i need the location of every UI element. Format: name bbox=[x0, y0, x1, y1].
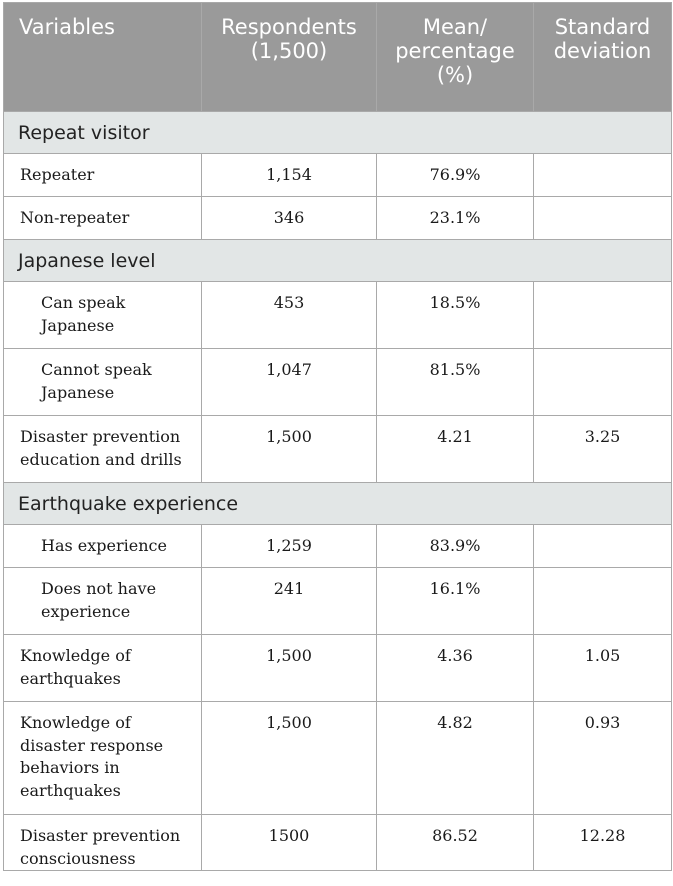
section-row bbox=[4, 112, 672, 154]
mean-value: 76.9% bbox=[377, 154, 534, 197]
respondents-value: 1,500 bbox=[202, 416, 377, 483]
section-japanese-level: Japanese level bbox=[4, 240, 672, 282]
sd-value bbox=[534, 349, 672, 416]
mean-value: 83.9% bbox=[377, 525, 534, 568]
respondents-value: 453 bbox=[202, 282, 377, 349]
row-label: Has experience bbox=[4, 525, 202, 568]
table-row bbox=[4, 154, 672, 197]
section-earthquake-experience: Earthquake experience bbox=[4, 483, 672, 525]
section-repeat-visitor: Repeat visitor bbox=[4, 112, 672, 154]
mean-value: 23.1% bbox=[377, 197, 534, 240]
header-variables: Variables bbox=[4, 3, 202, 112]
table-row bbox=[4, 197, 672, 240]
table-row bbox=[4, 635, 672, 702]
row-label: Can speak Japanese bbox=[4, 282, 202, 349]
row-label: Disaster prevention consciousness bbox=[4, 815, 202, 871]
sd-value: 12.28 bbox=[534, 815, 672, 871]
section-row bbox=[4, 483, 672, 525]
respondents-value: 1,500 bbox=[202, 702, 377, 815]
row-label: Knowledge of earthquakes bbox=[4, 635, 202, 702]
respondents-value: 1,259 bbox=[202, 525, 377, 568]
statistics-table bbox=[3, 2, 672, 871]
sd-value bbox=[534, 525, 672, 568]
mean-value: 4.36 bbox=[377, 635, 534, 702]
table-row bbox=[4, 815, 672, 871]
sd-value bbox=[534, 282, 672, 349]
row-label: Cannot speak Japanese bbox=[4, 349, 202, 416]
row-label: Knowledge of disaster response behaviors in earthquakes bbox=[4, 702, 202, 815]
mean-value: 16.1% bbox=[377, 568, 534, 635]
header-mean-percentage: Mean/ percentage (%) bbox=[377, 3, 534, 112]
respondents-value: 1,500 bbox=[202, 635, 377, 702]
sd-value: 1.05 bbox=[534, 635, 672, 702]
mean-value: 18.5% bbox=[377, 282, 534, 349]
respondents-value: 1,047 bbox=[202, 349, 377, 416]
sd-value bbox=[534, 568, 672, 635]
header-respondents: Respondents (1,500) bbox=[202, 3, 377, 112]
mean-value: 4.21 bbox=[377, 416, 534, 483]
respondents-value: 1,154 bbox=[202, 154, 377, 197]
sd-value: 3.25 bbox=[534, 416, 672, 483]
sd-value: 0.93 bbox=[534, 702, 672, 815]
header-row bbox=[4, 3, 672, 112]
table-row bbox=[4, 349, 672, 416]
mean-value: 86.52 bbox=[377, 815, 534, 871]
respondents-value: 241 bbox=[202, 568, 377, 635]
respondents-value: 1500 bbox=[202, 815, 377, 871]
row-label: Repeater bbox=[4, 154, 202, 197]
section-row bbox=[4, 240, 672, 282]
mean-value: 4.82 bbox=[377, 702, 534, 815]
sd-value bbox=[534, 197, 672, 240]
respondents-value: 346 bbox=[202, 197, 377, 240]
sd-value bbox=[534, 154, 672, 197]
row-label: Disaster prevention education and drills bbox=[4, 416, 202, 483]
table-row bbox=[4, 282, 672, 349]
table-row bbox=[4, 525, 672, 568]
row-label: Does not have experience bbox=[4, 568, 202, 635]
header-standard-deviation: Standard deviation bbox=[534, 3, 672, 112]
table-row bbox=[4, 416, 672, 483]
table-row bbox=[4, 702, 672, 815]
table-row bbox=[4, 568, 672, 635]
row-label: Non-repeater bbox=[4, 197, 202, 240]
mean-value: 81.5% bbox=[377, 349, 534, 416]
